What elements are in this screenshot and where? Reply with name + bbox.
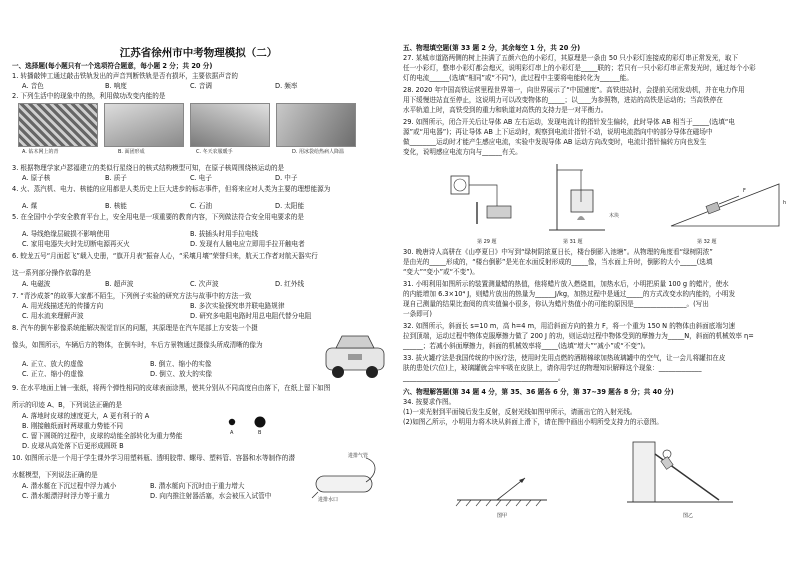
q2-photo-c [190, 103, 270, 147]
q4-option-c: C. 石油 [190, 202, 212, 210]
q3-option-b: B. 质子 [105, 174, 127, 182]
q31-line-1: 31. 小明利用如图所示的装置测量蜡的热值，他将蜡片放入燃烧皿，加热水后，小明把质量 100 g 的蜡片，使水 [403, 280, 729, 288]
q7-option-a: A. 用光线描述光的传播方向 [22, 302, 104, 310]
q7-stem: 7. “青沙成茶”的故事大家都不陌生，下列例子实验的研究方法与故事中的方法一致 [12, 292, 252, 300]
q28-line-1: 28. 2020 年中国高铁运营里程世界第一，向世界展示了“中国速度”。高铁进站时，会提前关闭发动机，并在电力作用 [403, 86, 745, 94]
q29-line-3: 做________运动时才能产生感应电流，实验中发现导体 AB 运动方向改变时，电流计指针偏转方向也发生 [403, 138, 707, 146]
q32-line-1: 32. 如图所示，斜面长 s=10 m，高 h=4 m，用沿斜面方向的推力 F，将一个重为 150 N 的物体由斜面底端匀速 [403, 322, 736, 330]
q10-label-inlet: 进排水口 [318, 497, 339, 503]
q2-caption-a: A. 钻木网上的青 [22, 149, 59, 155]
q30-line-1: 30. 晚唐诗人高骈在《山亭夏日》中写到“绿树阴浓夏日长，楼台倒影入池塘”。从物理的角度看“绿树阴浓” [403, 248, 713, 256]
q2-caption-c: C. 冬天农服暖手 [196, 149, 233, 155]
q29-line-1: 29. 如图所示，闭合开关后让导体 AB 左右运动，发现电流计的指针发生偏转，此时导体 AB 相当于_____(选填“电 [403, 118, 735, 126]
fig-jia-mirror [447, 440, 557, 510]
fig32-label-f: F [743, 188, 746, 194]
q9-label-b: B [258, 430, 262, 436]
q10-option-b: B. 潜水艇向下沉时由于重力增大 [150, 482, 245, 490]
q2-caption-b: B. 面团形成 [118, 149, 145, 155]
fig-yi-caption: 图乙 [683, 513, 694, 519]
q6-stem-2: 这一系列部分操作依靠的是 [12, 269, 92, 277]
q2-photo-b [104, 103, 184, 147]
fig32-incline [667, 170, 787, 232]
fig32-label-h: h [783, 200, 787, 206]
fig31-caption: 第 31 题 [563, 239, 583, 245]
fig-yi-slide [627, 432, 737, 512]
q3-option-d: D. 中子 [275, 174, 298, 182]
q31-line-4: 一条即可) [403, 310, 432, 318]
q7-option-b: B. 多次实验探究串并联电路规律 [190, 302, 285, 310]
q10-submarine-figure [306, 452, 390, 502]
q34-line-3: (2)如图乙所示，小明用力将木块从斜面上滑下，请在图中画出小明所受支持力的示意图。 [403, 418, 663, 426]
q7-option-c: C. 用水流来理解声波 [22, 312, 84, 320]
q34-line-1: 34. 按要求作图。 [403, 398, 456, 406]
q33-line-2: 肤的患处(穴位)上，玻璃罐就会牢牢吸在皮肤上，请你用学过的物理知识解释这个现象：_____________ [403, 364, 702, 372]
q30-line-2: 是由光的_____形成的，“楼台倒影”是光在水面反射形成的_____像，当水面上升时，倒影的大小_____(选填 [403, 258, 713, 266]
q3-stem: 3. 根据物理学家卢瑟福建立的类似行星绕日的核式结构模型可知，在原子核周围绕核运动的是 [12, 164, 285, 172]
fig32-caption: 第 32 题 [697, 239, 717, 245]
q33-line-3: _______________________________________________。 [403, 374, 565, 382]
q6-option-a: A. 电磁波 [22, 280, 51, 288]
q5-option-d: D. 发现有人触电应立即用手拉开触电者 [190, 240, 305, 248]
q10-option-c: C. 潜水艇漂浮时浮力等于重力 [22, 492, 110, 500]
section-heading-fill: 五、物理填空题(第 33 题 2 分，其余每空 1 分，共 20 分) [403, 44, 581, 52]
q9-option-c: C. 留下圆斑的过程中，皮球的动能全部转化为重力势能 [22, 432, 183, 440]
q9-option-a: A. 落地时皮球的速度更大，A 更有利于的 A [22, 412, 150, 420]
q31-line-2: 的内能增加 6.3×10⁴ J，则蜡片放出的热量为______J/kg，加热过程中是通过_____的方式改变水的内能的，小明发 [403, 290, 736, 298]
q5-option-a: A. 导线绝缘层破损不影响使用 [22, 230, 110, 238]
q1-option-c: C. 音调 [190, 82, 212, 90]
q9-label-a: A [230, 430, 234, 436]
q9-stem-2: 所示的印迹 A、B，下列说法正确的是 [12, 401, 123, 409]
q29-line-4: 变化，说明感应电流方向与______有关。 [403, 148, 522, 156]
section-heading-answer: 六、物理解答题(第 34 题 4 分，第 35、36 题各 6 分，第 37~39 题各 8 分；共 40 分) [403, 388, 674, 396]
fig29-generator [437, 162, 527, 236]
section-heading-choice: 一、选择题(每小题只有一个选项符合题意，每小题 2 分；共 20 分) [12, 62, 213, 70]
spot-a [229, 419, 235, 425]
q4-option-d: D. 太阳能 [275, 202, 305, 210]
q2-stem: 2. 下列生活中的现象中的热，利用做功改变内能的是 [12, 92, 166, 100]
fig29-caption: 第 29 题 [477, 239, 497, 245]
q9-option-b: B. 刚接触纸面时两球重力势能不同 [22, 422, 124, 430]
q10-stem-2: 水艇模型，下列说法正确的是 [12, 471, 98, 479]
q6-option-b: B. 超声波 [105, 280, 134, 288]
q32-line-3: ______；若减小斜面摩擦力，斜面的机械效率将_____(选填“增大”“减小”或“不变”)。 [403, 342, 650, 350]
q9-option-d: D. 皮球从高处落下后更形成圆斑 B [22, 442, 124, 450]
q2-caption-d: D. 用冰袋给热病人降温 [291, 149, 345, 155]
q34-line-2: (1)一束光射到平面镜后发生反射，反射光线如图甲所示，请画出它的入射光线。 [403, 408, 637, 416]
q4-stem: 4. 火、蒸汽机、电力、核能的应用都是人类历史上巨大进步的标志事件，但将来应对人类为主要的理想能源为 [12, 185, 331, 193]
q1-option-d: D. 频率 [275, 82, 298, 90]
q32-line-2: 拉到顶端，运动过程中物体克服摩擦力做了 200 J 的功，则运动过程中物体受到的摩擦力为_____N，斜面的机械效率 η= [403, 332, 754, 340]
q1-option-b: B. 响度 [105, 82, 127, 90]
q2-photo-d [276, 103, 356, 147]
fig31-label: 木块 [609, 213, 620, 219]
q5-option-b: B. 拔插头时用手拉电线 [190, 230, 259, 238]
q10-option-a: A. 潜水艇在下沉过程中浮力减小 [22, 482, 117, 490]
q6-option-d: D. 红外线 [275, 280, 305, 288]
q28-line-2: 用下缓慢进站直至停止，这说明力可以改变物体的_____；以____为参照物，进站的高铁是运动的；当高铁停在 [403, 96, 723, 104]
q4-option-a: A. 煤 [22, 202, 38, 210]
q2-photo-a [18, 103, 98, 147]
q1-option-a: A. 音色 [22, 82, 44, 90]
q9-spots-figure [220, 414, 280, 440]
q5-stem: 5. 在全国中小学安全教育平台上，安全用电是一项重要的教育内容，下列做法符合安全用电要求的是 [12, 213, 304, 221]
q33-line-1: 33. 拔火罐疗法是我国传统的中医疗法，使用时先用点燃的酒精棉球加热玻璃罐中的空气，让一会儿将罐扣在皮 [403, 354, 726, 362]
right-column [397, 0, 794, 562]
spot-b [255, 417, 266, 428]
q27-line-2: 任一小彩灯，整串小彩灯都会熄灭，说明彩灯串上的小彩灯是_____联的；若只有一只小彩灯串正常发光时，通过每个小彩 [403, 64, 756, 72]
q8-option-d: D. 倒立、放大的实像 [150, 370, 213, 378]
q8-option-a: A. 正立、放大的虚像 [22, 360, 84, 368]
q30-line-3: “变大”“变小”或“不变”)。 [403, 268, 479, 276]
fig31-heating-setup [547, 160, 607, 236]
q5-option-c: C. 家用电器失火时先切断电源再灭火 [22, 240, 130, 248]
q6-option-c: C. 次声波 [190, 280, 219, 288]
q8-stem-2: 像头，如图所示，车辆后方的物体，在倒车时，车后方景物通过摄像头所成清晰的像为 [12, 341, 263, 349]
q8-stem: 8. 汽车的倒车影像系统能解决视觉盲区的问题，其原理是在汽车尾部上方安装一个摄 [12, 324, 258, 332]
q27-line-1: 27. 某城市道路两侧的树上挂满了五颜六色的小彩灯，其原理是一条由 50 只小彩灯连接成的彩灯串正常发光，取下 [403, 54, 739, 62]
q28-line-3: 水平轨道上时，高铁受到的重力和轨道对高铁的支持力是一对平衡力。 [403, 106, 608, 114]
q9-stem: 9. 在水平地面上铺一张纸，将两个弹性相同的皮球表面涂黑，使其分别从不同高度自由落下，在纸上留下如图 [12, 384, 331, 392]
q29-line-2: 源”或“用电器”)；再让导体 AB 上下运动时，观察到电流计指针不动，说明电流指向中的部分导体在磁场中 [403, 128, 713, 136]
q7-option-d: D. 研究多电阻电路时用总电阻代替分电阻 [190, 312, 312, 320]
page-title: 江苏省徐州市中考物理模拟（二） [119, 47, 278, 59]
q10-label-pipe: 进排气管 [348, 453, 369, 459]
fig-jia-caption: 图甲 [497, 513, 508, 519]
q1-stem: 1. 转播敲钟工通过敲击铁轨发出的声音判断铁轨是否有损坏，主要依据声音的 [12, 72, 238, 80]
q3-option-a: A. 原子核 [22, 174, 51, 182]
q8-option-c: C. 正立、缩小的虚像 [22, 370, 84, 378]
q31-line-3: 现自己测量的结果比查阅的真实值偏小很多，你认为蜡片热值小的可能的原因是________________。(写出 [403, 300, 709, 308]
q8-car-figure [322, 330, 390, 382]
q3-option-c: C. 电子 [190, 174, 212, 182]
q27-line-3: 灯的电流______(选填“相同”或“不同”)，此过程中主要将电能转化为______能。 [403, 74, 633, 82]
q6-stem: 6. 蛟龙五号“月面起飞”载入史册，“旗开月表”振奋人心，“采壤月壤”荣誉归来，航天工作者对航天器实行 [12, 252, 318, 260]
q10-stem: 10. 如图所示是一个用于学生课外学习用塑料瓶、透明胶带、螺母、塑料管、容器和水等制作的潜 [12, 454, 295, 462]
q8-option-b: B. 倒立、缩小的实像 [150, 360, 212, 368]
q4-option-b: B. 核能 [105, 202, 127, 210]
q10-option-d: D. 向内推注射器活塞，水会被压入试管中 [150, 492, 272, 500]
